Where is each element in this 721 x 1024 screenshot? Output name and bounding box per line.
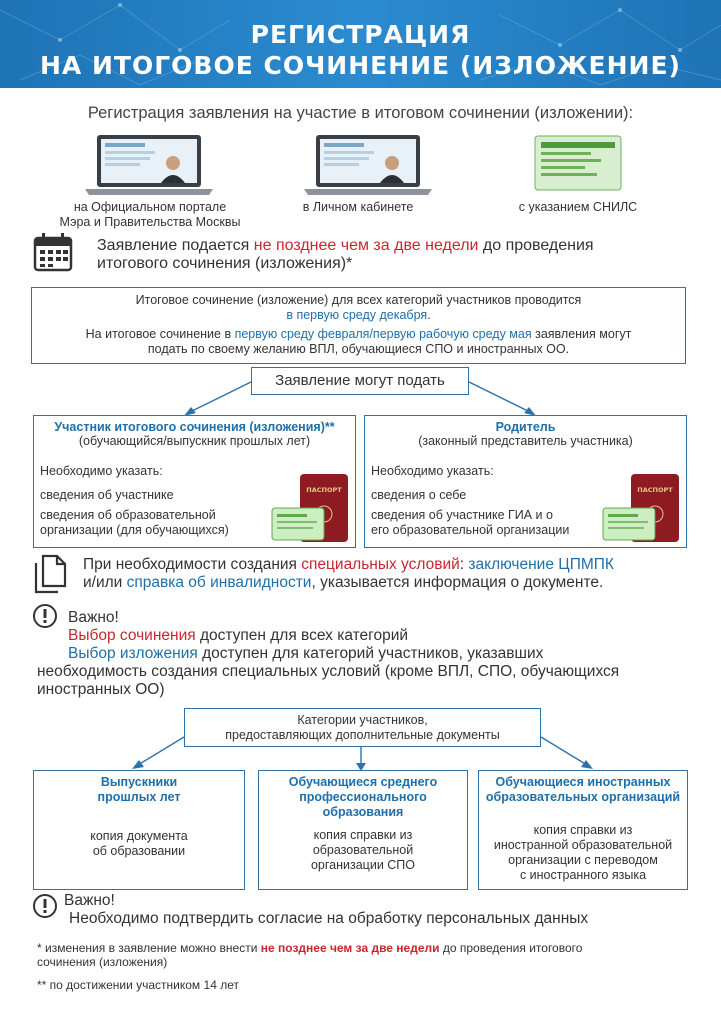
deadline-text: [97, 237, 697, 273]
documents-icon: [33, 554, 69, 594]
card-title: Участник итогового сочинения (изложения)**: [54, 420, 335, 434]
warning-icon: [32, 603, 58, 629]
categories-title-line: предоставляющих дополнительные документы: [225, 728, 500, 742]
category-title-line: Обучающиеся среднего: [288, 775, 438, 789]
deadline-highlight: не позднее чем за две недели: [253, 237, 479, 254]
footnote-highlight: не позднее чем за две недели: [260, 941, 440, 955]
card-title: Родитель: [495, 420, 556, 434]
category-body: [259, 828, 467, 873]
important-part: необходимость создания специальных условий (кроме ВПЛ, СПО, обучающихся: [37, 663, 620, 680]
important-part: доступен для категорий участников, указавших: [197, 645, 544, 662]
laptop-portal-icon: [85, 133, 213, 195]
important-line: [68, 627, 688, 645]
category-card-spo: [258, 770, 468, 890]
category-title-line: прошлых лет: [97, 790, 181, 804]
calendar-icon: [33, 232, 73, 272]
card-subtitle: (обучающийся/выпускник прошлых лет): [78, 434, 311, 448]
category-card-graduates: [33, 770, 245, 890]
category-title: [259, 775, 467, 820]
card-item: сведения о себе: [371, 488, 467, 502]
important-part: иностранных ОО): [37, 681, 165, 698]
special-part: При необходимости создания: [83, 556, 302, 573]
categories-title-line: Категории участников,: [297, 713, 428, 727]
special-highlight: заключение ЦПМПК: [468, 556, 614, 573]
category-body-line: с иностранного языка: [519, 868, 647, 882]
channel-caption-snils: с указанием СНИЛС: [518, 200, 638, 214]
category-body-line: образовательной: [312, 843, 414, 857]
footnote-part: сочинения (изложения): [37, 955, 168, 969]
page-title-line1: РЕГИСТРАЦИЯ: [250, 20, 471, 49]
deadline-part: Заявление подается: [97, 237, 254, 254]
card-item: [40, 508, 229, 537]
special-conditions-text: [83, 556, 703, 592]
category-title-line: Обучающиеся иностранных: [495, 775, 671, 789]
parent-card: [364, 415, 687, 548]
important-title: Важно!: [64, 892, 115, 909]
category-body: [34, 829, 244, 859]
category-title: [34, 775, 244, 805]
card-subtitle: (законный представитель участника): [418, 434, 633, 448]
who-can-arrows: [150, 380, 570, 420]
warning-icon: [32, 893, 58, 919]
category-body-line: организации с переводом: [508, 853, 658, 867]
important-part: доступен для всех категорий: [195, 627, 409, 644]
laptop-cabinet-icon: [304, 133, 432, 195]
special-part: :: [459, 556, 469, 573]
important-highlight: Выбор изложения: [68, 645, 198, 662]
special-part: и/или: [83, 574, 127, 591]
card-need: Необходимо указать:: [371, 464, 494, 478]
footnote-part: * изменения в заявление можно внести: [37, 941, 261, 955]
info-line: .: [427, 308, 431, 322]
card-item-line: организации (для обучающихся): [40, 522, 229, 537]
category-title-line: Выпускники: [100, 775, 178, 789]
info-line: Итоговое сочинение (изложение) для всех категорий участников проводится: [135, 293, 582, 307]
card-item-line: сведения об участнике ГИА и о: [371, 508, 553, 522]
info-line: заявления могут: [531, 327, 632, 341]
card-item: сведения об участнике: [40, 488, 174, 502]
consent-text: Необходимо подтвердить согласие на обработку персональных данных: [69, 910, 589, 927]
info-line: На итоговое сочинение в: [85, 327, 235, 341]
deadline-part: итогового сочинения (изложения)*: [97, 255, 353, 272]
card-item-line: его образовательной организации: [371, 522, 570, 537]
special-part: , указывается информация о документе.: [311, 574, 604, 591]
snils-card-icon: [533, 134, 623, 192]
deadline-part: до проведения: [478, 237, 594, 254]
category-body: [479, 823, 687, 883]
intro-text: Регистрация заявления на участие в итоговом сочинении (изложении):: [87, 104, 634, 122]
page-title-line2: НА ИТОГОВОЕ СОЧИНЕНИЕ (ИЗЛОЖЕНИЕ): [40, 51, 681, 80]
category-body-line: копия справки из: [533, 823, 633, 837]
card-need: Необходимо указать:: [40, 464, 163, 478]
footnote-1: [37, 941, 697, 969]
who-can-box: Заявление могут подать: [251, 367, 469, 395]
category-body-line: копия документа: [90, 829, 188, 843]
special-highlight: справка об инвалидности: [126, 574, 312, 591]
important-title: Важно!: [68, 609, 119, 626]
important-paragraph: [37, 645, 687, 699]
passport-icon: [270, 472, 352, 546]
channel-caption-cabinet: в Личном кабинете: [302, 200, 414, 214]
card-item-line: сведения об образовательной: [40, 508, 216, 522]
category-body-line: об образовании: [92, 844, 186, 858]
category-title: [479, 775, 687, 805]
important-highlight: Выбор сочинения: [68, 627, 196, 644]
info-highlight: первую среду февраля/первую рабочую среду мая: [234, 327, 532, 341]
passport-label: ПАСПОРТ: [306, 486, 342, 494]
category-body-line: иностранной образовательной: [493, 838, 673, 852]
footnote-part: до проведения итогового: [439, 941, 583, 955]
participant-card: [33, 415, 356, 548]
info-highlight: в первую среду декабря: [286, 308, 428, 322]
header-banner: [0, 0, 721, 88]
card-item: [371, 508, 569, 537]
category-title-line: образовательных организаций: [485, 790, 681, 804]
category-body-line: копия справки из: [313, 828, 413, 842]
special-highlight: специальных условий: [301, 556, 460, 573]
channel-caption-line: Мэра и Правительства Москвы: [59, 215, 241, 229]
passport-label: ПАСПОРТ: [637, 486, 673, 494]
footnote-2: ** по достижении участником 14 лет: [37, 978, 239, 992]
category-card-foreign: [478, 770, 688, 890]
category-title-line: профессионального: [299, 790, 427, 804]
info-line: подать по своему желанию ВПЛ, обучающиеся СПО и иностранных ОО.: [147, 342, 570, 356]
info-box: [31, 287, 686, 364]
passport-icon: [601, 472, 683, 546]
categories-arrows: [90, 735, 640, 775]
category-title-line: образования: [322, 805, 404, 819]
channel-caption-line: на Официальном портале: [73, 200, 227, 214]
category-body-line: организации СПО: [310, 858, 416, 872]
channel-caption-portal: [40, 200, 260, 230]
